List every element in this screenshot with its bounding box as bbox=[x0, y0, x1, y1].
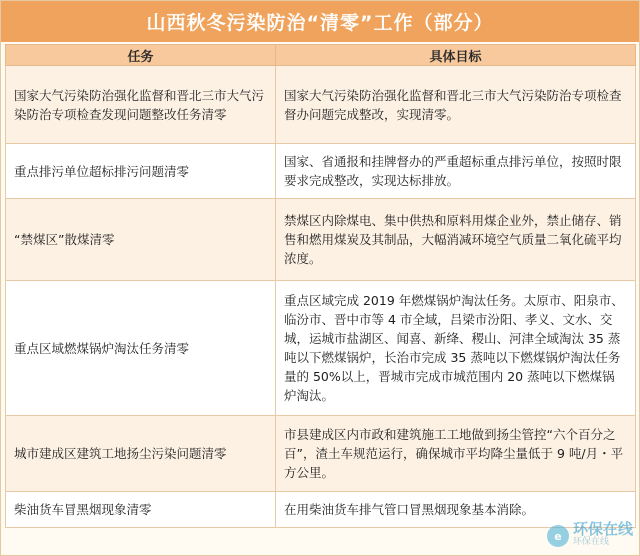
table-row bbox=[6, 281, 636, 416]
table-row bbox=[6, 144, 636, 199]
target-cell: 在用柴油货车排气管口冒黑烟现象基本消除。 bbox=[276, 492, 636, 528]
watermark-logo-icon: e bbox=[547, 525, 569, 547]
target-cell: 市县建成区内市政和建筑施工工地做到扬尘管控“六个百分之百”，渣土车规范运行，确保城市平均降尘量低于 9 吨/月・平方公里。 bbox=[276, 416, 636, 492]
task-cell: 柴油货车冒黑烟现象清零 bbox=[6, 492, 276, 528]
target-cell: 重点区域完成 2019 年燃煤锅炉淘汰任务。太原市、阳泉市、临汾市、晋中市等 4 市全域，吕梁市汾阳、孝义、文水、交城，运城市盐湖区、闻喜、新绛、稷山、河津全域淘汰 35 蒸吨以下燃煤锅炉，长治市完成 35 蒸吨以下燃煤锅炉淘汰任务量的 50%以上，晋城市完成市城范围内 20 蒸吨以下燃煤锅炉淘汰。 bbox=[276, 281, 636, 416]
watermark-text bbox=[572, 520, 633, 549]
document-title: 山西秋冬污染防治“清零”工作（部分） bbox=[1, 1, 639, 42]
watermark-main: 环保在线 bbox=[572, 520, 633, 538]
table-row bbox=[6, 66, 636, 144]
task-table bbox=[5, 44, 636, 528]
task-cell: 城市建成区建筑工地扬尘污染问题清零 bbox=[6, 416, 276, 492]
task-cell: “禁煤区”散煤清零 bbox=[6, 199, 276, 281]
header-target: 具体目标 bbox=[276, 45, 636, 66]
task-cell: 重点区域燃煤锅炉淘汰任务清零 bbox=[6, 281, 276, 416]
table-row bbox=[6, 492, 636, 528]
watermark bbox=[547, 520, 633, 549]
target-cell: 禁煤区内除煤电、集中供热和原料用煤企业外，禁止储存、销售和燃用煤炭及其制品，大幅消减环境空气质量二氧化硫平均浓度。 bbox=[276, 199, 636, 281]
target-cell: 国家、省通报和挂牌督办的严重超标重点排污单位，按照时限要求完成整改，实现达标排放。 bbox=[276, 144, 636, 199]
task-cell: 国家大气污染防治强化监督和晋北三市大气污染防治专项检查发现问题整改任务清零 bbox=[6, 66, 276, 144]
table-header-row bbox=[6, 45, 636, 66]
watermark-sub: 环保在线 bbox=[572, 537, 609, 547]
header-task: 任务 bbox=[6, 45, 276, 66]
task-cell: 重点排污单位超标排污问题清零 bbox=[6, 144, 276, 199]
table-row bbox=[6, 416, 636, 492]
target-cell: 国家大气污染防治强化监督和晋北三市大气污染防治专项检查督办问题完成整改，实现清零。 bbox=[276, 66, 636, 144]
table-row bbox=[6, 199, 636, 281]
